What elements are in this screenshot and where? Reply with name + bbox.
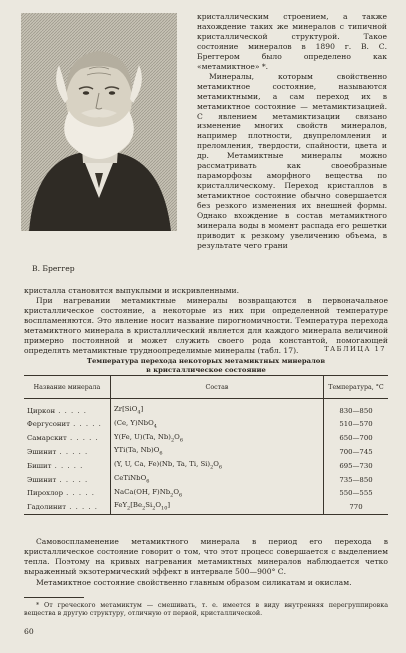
- table-row: [24, 487, 388, 501]
- table-title-line2: в кристаллическое состояние: [146, 365, 266, 374]
- transition-temperature: 735—850: [324, 473, 389, 487]
- table-label: ТАБЛИЦА 17: [324, 345, 386, 353]
- paragraph-metamict: Минералы, которым свойственно метамиктное состояние, называются метамиктными, а сам переход их в метамиктное состояние — метамиктизацией. С явлением метамиктизации связано изменение многих свойств минералов, например плотности, двупреломления и преломления, твердости, спайности, цвета и др. Метамиктные минералы можно рассматривать как своеобразные параморфозы аморфного вещества по кристаллическому. Переход кристаллов в метамиктное состояние обычно совершается без резкого изменения их внешней формы. Однако вхождение в состав метамиктного минерала воды в момент распада его решетки приводит к резкому увеличению объема, в результате чего грани: [197, 71, 387, 250]
- table-row: [24, 432, 388, 446]
- mineral-formula: Zr[SiO$_4$]: [111, 404, 324, 418]
- transition-temperature: 700—745: [324, 445, 389, 459]
- paragraph-heating: При нагревании метамиктные минералы возвращаются в первоначальное кристаллическое состояние, а некоторые из них при определенной температуре воспламеняются. Это явление носит название пирогномичности. Температура перехода метамиктного минерала в кристаллический является для каждого минерала величиной примерно постоянной и может служить своего рода константой, помогающей определять метамиктные трудноопределимые минералы (табл. 17).: [24, 296, 388, 355]
- mineral-name: Бишит . . . . .: [27, 461, 84, 470]
- mineral-formula: Y(Fe, U)(Ta, $Nb)_2O_6$: [111, 432, 324, 446]
- table-body: [24, 399, 388, 515]
- portrait-photo: [21, 13, 177, 231]
- header-composition: Состав: [111, 376, 324, 399]
- mineral-formula: (Ce, Y)NbO$_4$: [111, 418, 324, 432]
- portrait-engraving: [21, 13, 177, 231]
- mineral-formula: (Y, U, Ca, Fe)(Nb, Ta, Ti, $Si)_2O_6$: [111, 459, 324, 473]
- mineral-formula: $FeY_2[Be_2Si_2O_{10}]$: [111, 500, 324, 514]
- table-row: [24, 473, 388, 487]
- table-row: [24, 459, 388, 473]
- mineral-name: Эшинит . . . . .: [27, 475, 89, 484]
- paragraph-ignition: Самовоспламенение метамиктного минерала в период его перехода в кристаллическое состояние говорит о том, что этот процесс совершается с выделением тепла. Поэтому на кривых нагревания метамиктных минералов наблюдается четко выраженный экзотермический эффект в интервале 500—900° С.: [24, 537, 388, 576]
- table-title: [24, 357, 388, 374]
- paragraph-silicates: Метамиктное состояние свойственно главным образом силикатам и окислам.: [36, 578, 352, 587]
- portrait-caption: В. Бреггер: [32, 264, 75, 273]
- transition-temperature: 650—700: [324, 432, 389, 446]
- continuation-line: кристалла становятся выпуклыми и искривленными.: [24, 286, 240, 295]
- footnote: * От греческого метамиктум — смешивать, т. е. имеется в виду внутренняя перегруппировка вещества в другую структуру, отличную от первой, кристаллической.: [24, 601, 388, 618]
- transition-temperature: 830—850: [324, 404, 389, 418]
- mineral-name: Фергусонит . . . . .: [27, 420, 102, 429]
- transition-temperature: 510—570: [324, 418, 389, 432]
- table-row: [24, 404, 388, 418]
- mineral-name: Циркон . . . . .: [27, 406, 87, 415]
- right-column-text: [197, 12, 387, 251]
- transition-temperature: 695—730: [324, 459, 389, 473]
- table-row: [24, 445, 388, 459]
- table-title-line1: Температура перехода некоторых метамиктных минералов: [86, 357, 326, 365]
- paragraph-intro: кристаллическим строением, а также нахождение таких же минералов с типичной кристаллической структурой. Такое состояние минералов в 1890 г. В. С. Бреггером было определено как «метамиктное» *.: [197, 12, 387, 71]
- footnote-rule: [24, 597, 84, 598]
- page-number: 60: [24, 627, 34, 636]
- transition-temperature: 550—555: [324, 487, 389, 501]
- header-temperature: Температура, °C: [324, 376, 389, 399]
- mineral-formula: CeTiNbO$_6$: [111, 473, 324, 487]
- transition-temperature: 770: [324, 500, 389, 514]
- mineral-formula: YTi(Ta, $Nb)O_6$: [111, 445, 324, 459]
- mineral-name: Эшинит . . . . .: [27, 448, 89, 457]
- mineral-name: Пирохлор . . . . .: [27, 489, 95, 498]
- header-mineral-name: Название минерала: [24, 376, 111, 399]
- table-row: [24, 500, 388, 514]
- mineral-formula: NaCa(OH, $F)Nb_2O_6$: [111, 487, 324, 501]
- minerals-table: [24, 375, 388, 515]
- mineral-name: Самарскит . . . . .: [27, 434, 99, 443]
- table-row: [24, 418, 388, 432]
- mineral-name: Гадолинит . . . . .: [24, 500, 111, 514]
